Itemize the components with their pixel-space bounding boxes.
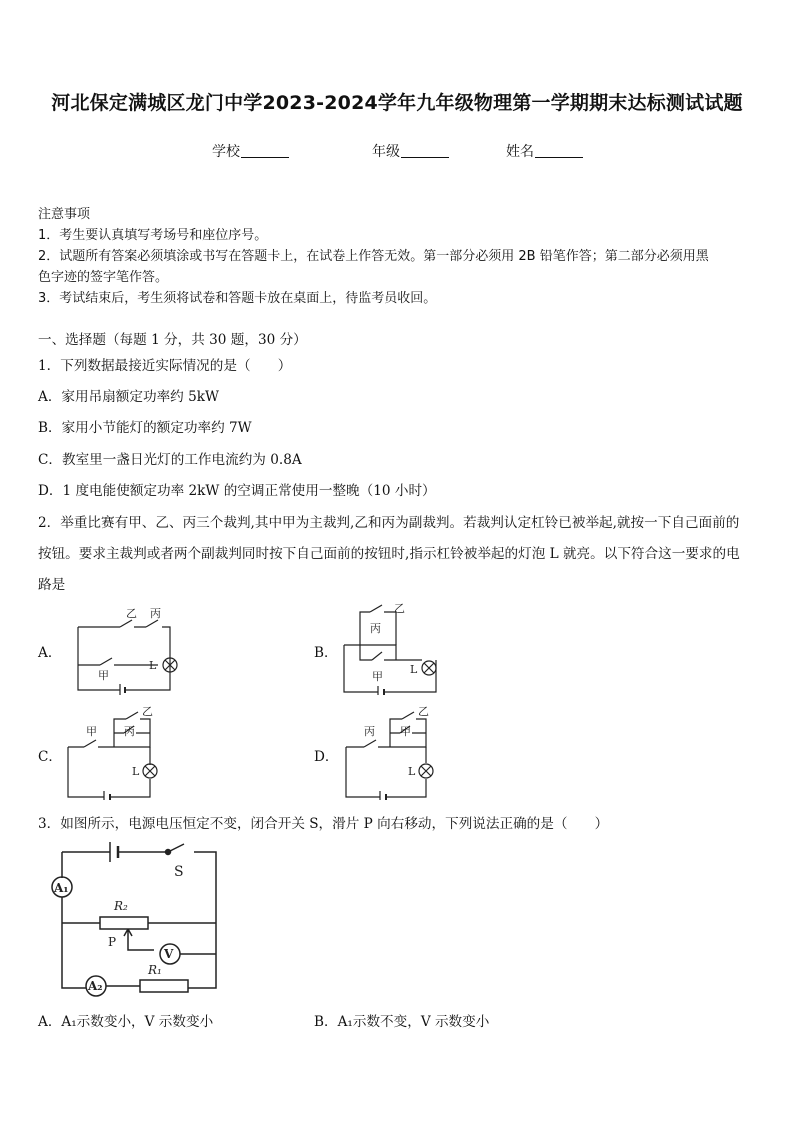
grade-blank[interactable] [401, 143, 449, 158]
grade-label: 年级 [372, 144, 400, 160]
circuit-a-label-lamp: L [149, 659, 157, 672]
circuit-d-label-lamp: L [408, 765, 416, 778]
school-field[interactable] [212, 141, 289, 161]
q1-option-c[interactable]: C．教室里一盏日光灯的工作电流约为 0.8A [38, 452, 302, 468]
q2-option-a-label[interactable]: A． [38, 645, 62, 661]
circuit-d-label-yi: 乙 [418, 705, 429, 718]
circuit-a-label-bing: 丙 [150, 607, 161, 620]
circuit-a-label-yi: 乙 [126, 607, 137, 620]
q2-option-c-label[interactable]: C． [38, 749, 62, 765]
q3-option-a[interactable]: A．A₁示数变小，V 示数变小 [38, 1014, 214, 1030]
name-field[interactable] [506, 141, 583, 161]
q1-option-a[interactable]: A．家用吊扇额定功率约 5kW [38, 389, 219, 405]
name-blank[interactable] [535, 143, 583, 158]
grade-field[interactable] [372, 141, 449, 161]
circuit-b-diagram[interactable] [340, 600, 450, 695]
q1-stem: 1．下列数据最接近实际情况的是（ ） [38, 358, 292, 374]
q2-stem-line-2: 按钮。要求主裁判或者两个副裁判同时按下自己面前的按钮时,指示杠铃被举起的灯泡 L 就亮。以下符合这一要求的电 [38, 546, 740, 562]
circuit-a-diagram[interactable] [70, 605, 190, 695]
notice-item-1: 1．考生要认真填写考场号和座位序号。 [38, 228, 268, 243]
name-label: 姓名 [506, 144, 534, 160]
section-heading: 一、选择题（每题 1 分，共 30 题，30 分） [38, 332, 307, 348]
notice-heading: 注意事项 [38, 207, 91, 222]
q3-a2-label: A₂ [88, 979, 103, 993]
q2-option-d-label[interactable]: D． [314, 749, 339, 765]
q2-stem-line-3: 路是 [38, 577, 66, 593]
q3-option-b[interactable]: B．A₁示数不变，V 示数变小 [314, 1014, 490, 1030]
q1-option-b[interactable]: B．家用小节能灯的额定功率约 7W [38, 420, 252, 436]
q3-r1-label: R₁ [148, 963, 162, 977]
circuit-b-label-bing: 丙 [370, 622, 381, 635]
circuit-a-label-jia: 甲 [98, 669, 109, 682]
circuit-d-label-jia: 甲 [400, 725, 411, 738]
circuit-d-diagram[interactable] [340, 705, 450, 800]
school-label: 学校 [212, 144, 240, 160]
notice-item-3: 3．考试结束后，考生须将试卷和答题卡放在桌面上，待监考员收回。 [38, 291, 437, 306]
q3-v-label: V [164, 947, 174, 961]
circuit-c-label-bing: 丙 [124, 725, 135, 738]
q3-circuit-diagram[interactable] [44, 838, 224, 1000]
circuit-c-label-yi: 乙 [142, 705, 153, 718]
q3-s-label: S [174, 864, 184, 880]
q3-p-label: P [108, 935, 117, 949]
circuit-c-diagram[interactable] [64, 705, 174, 800]
q2-option-b-label[interactable]: B． [314, 645, 338, 661]
notice-item-2: 2．试题所有答案必须填涂或书写在答题卡上，在试卷上作答无效。第一部分必须用 2B 铅笔作答；第二部分必须用黑 [38, 249, 709, 264]
circuit-c-label-lamp: L [132, 765, 140, 778]
circuit-d-label-bing: 丙 [364, 725, 375, 738]
q2-stem-line-1: 2．举重比赛有甲、乙、丙三个裁判,其中甲为主裁判,乙和丙为副裁判。若裁判认定杠铃已被举起,就按一下自己面前的 [38, 515, 740, 531]
q3-a1-label: A₁ [54, 881, 69, 895]
school-blank[interactable] [241, 143, 289, 158]
circuit-b-label-yi: 乙 [394, 602, 405, 615]
circuit-b-label-lamp: L [410, 663, 418, 676]
q1-option-d[interactable]: D．1 度电能使额定功率 2kW 的空调正常使用一整晚（10 小时） [38, 483, 436, 499]
circuit-b-label-jia: 甲 [372, 670, 383, 683]
circuit-c-label-jia: 甲 [86, 725, 97, 738]
notice-item-2-cont: 色字迹的签字笔作答。 [38, 270, 169, 285]
q3-r2-label: R₂ [114, 899, 128, 913]
q3-stem: 3．如图所示，电源电压恒定不变，闭合开关 S，滑片 P 向右移动，下列说法正确的是（ ） [38, 816, 609, 832]
page-title: 河北保定满城区龙门中学2023-2024学年九年级物理第一学期期末达标测试试题 [51, 92, 743, 114]
